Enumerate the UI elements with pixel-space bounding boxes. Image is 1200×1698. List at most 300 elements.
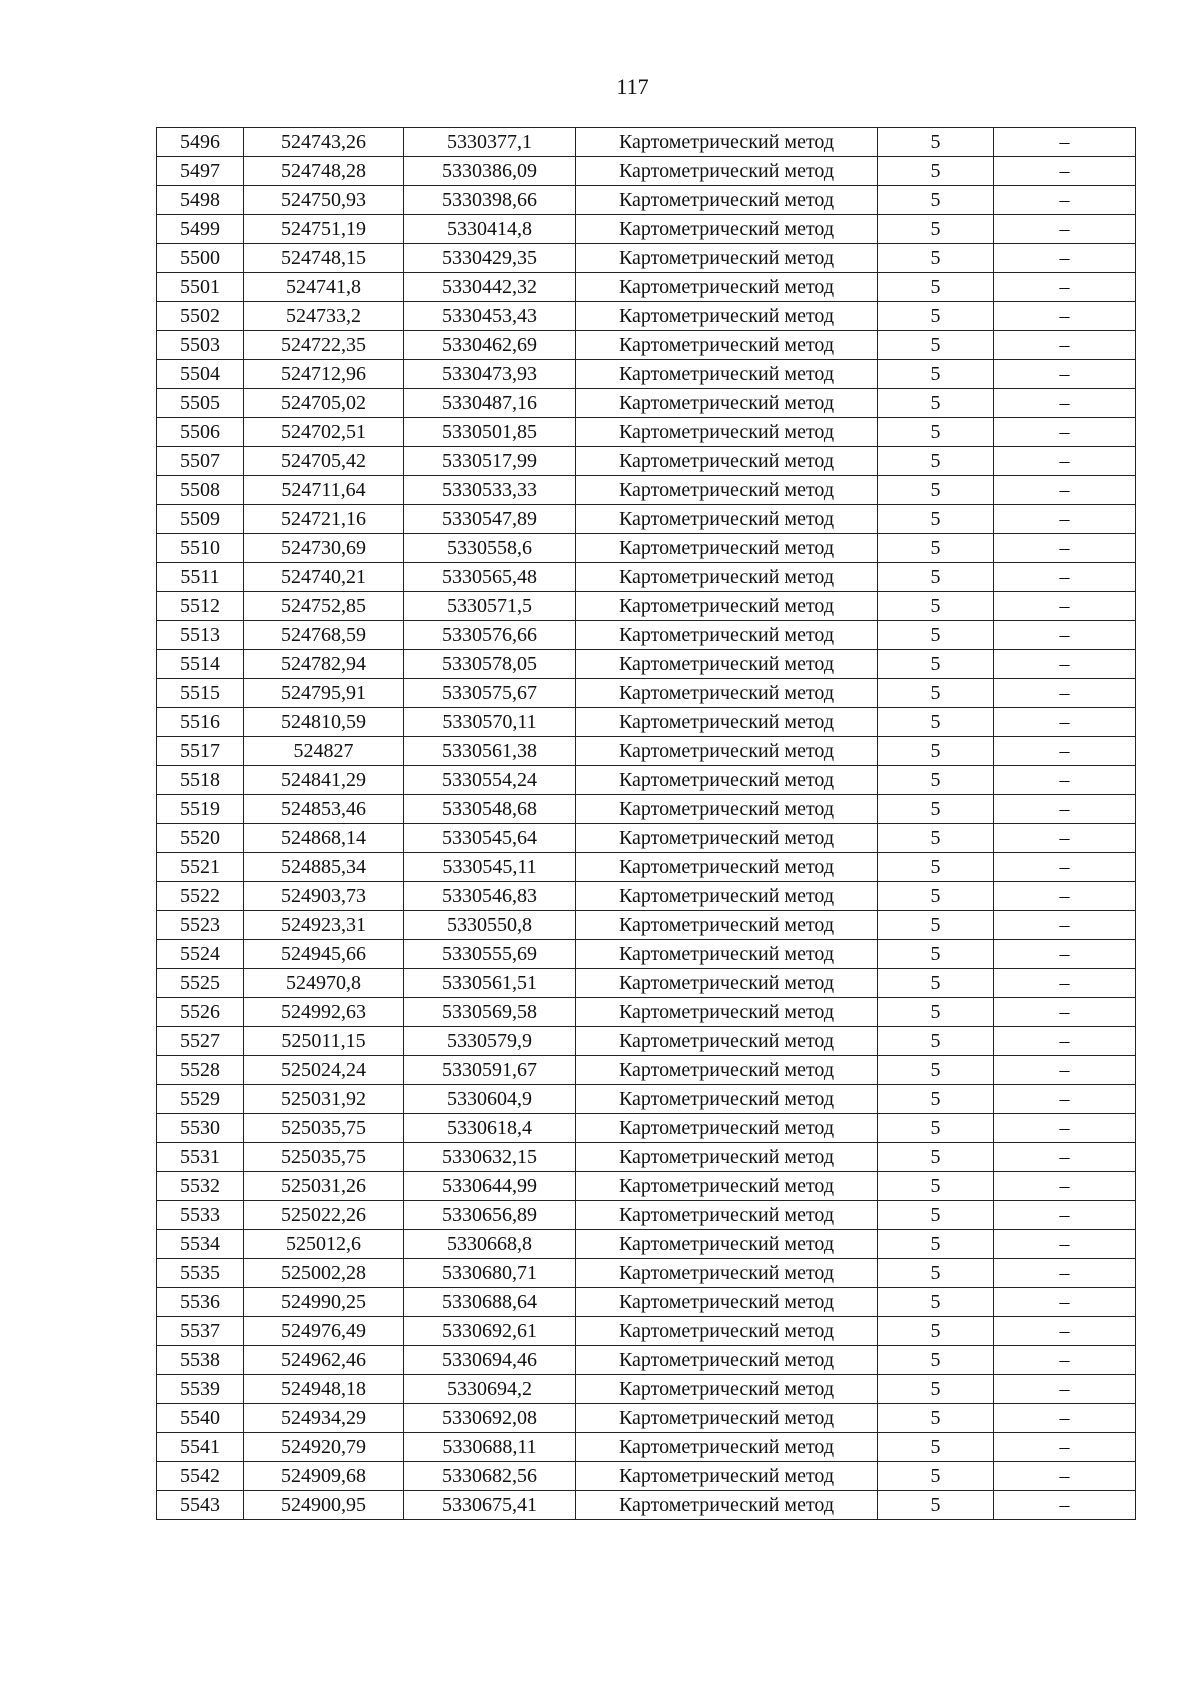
method-cell: Картометрический метод [576, 1259, 878, 1288]
table-row [157, 563, 1136, 592]
method-cell: Картометрический метод [576, 534, 878, 563]
table-row [157, 940, 1136, 969]
x-coordinate-cell: 524909,68 [244, 1462, 404, 1491]
y-coordinate-cell: 5330569,58 [404, 998, 576, 1027]
point-number-cell: 5531 [157, 1143, 244, 1172]
point-number-cell: 5500 [157, 244, 244, 273]
table-row [157, 360, 1136, 389]
point-number-cell: 5506 [157, 418, 244, 447]
method-cell: Картометрический метод [576, 1346, 878, 1375]
note-cell: – [994, 650, 1136, 679]
x-coordinate-cell: 525022,26 [244, 1201, 404, 1230]
point-number-cell: 5502 [157, 302, 244, 331]
note-cell: – [994, 360, 1136, 389]
note-cell: – [994, 1085, 1136, 1114]
table-row [157, 708, 1136, 737]
accuracy-cell: 5 [878, 621, 994, 650]
table-row [157, 418, 1136, 447]
x-coordinate-cell: 524733,2 [244, 302, 404, 331]
y-coordinate-cell: 5330618,4 [404, 1114, 576, 1143]
note-cell: – [994, 273, 1136, 302]
table-row [157, 795, 1136, 824]
x-coordinate-cell: 524853,46 [244, 795, 404, 824]
y-coordinate-cell: 5330694,2 [404, 1375, 576, 1404]
point-number-cell: 5497 [157, 157, 244, 186]
x-coordinate-cell: 524743,26 [244, 128, 404, 157]
y-coordinate-cell: 5330429,35 [404, 244, 576, 273]
table-row [157, 215, 1136, 244]
point-number-cell: 5510 [157, 534, 244, 563]
method-cell: Картометрический метод [576, 795, 878, 824]
accuracy-cell: 5 [878, 1317, 994, 1346]
point-number-cell: 5504 [157, 360, 244, 389]
table-row [157, 186, 1136, 215]
y-coordinate-cell: 5330571,5 [404, 592, 576, 621]
point-number-cell: 5514 [157, 650, 244, 679]
point-number-cell: 5532 [157, 1172, 244, 1201]
point-number-cell: 5517 [157, 737, 244, 766]
point-number-cell: 5527 [157, 1027, 244, 1056]
method-cell: Картометрический метод [576, 331, 878, 360]
method-cell: Картометрический метод [576, 215, 878, 244]
note-cell: – [994, 824, 1136, 853]
note-cell: – [994, 737, 1136, 766]
accuracy-cell: 5 [878, 505, 994, 534]
y-coordinate-cell: 5330692,61 [404, 1317, 576, 1346]
x-coordinate-cell: 524705,02 [244, 389, 404, 418]
y-coordinate-cell: 5330656,89 [404, 1201, 576, 1230]
point-number-cell: 5508 [157, 476, 244, 505]
method-cell: Картометрический метод [576, 969, 878, 998]
x-coordinate-cell: 524900,95 [244, 1491, 404, 1520]
y-coordinate-cell: 5330682,56 [404, 1462, 576, 1491]
method-cell: Картометрический метод [576, 128, 878, 157]
y-coordinate-cell: 5330377,1 [404, 128, 576, 157]
x-coordinate-cell: 524945,66 [244, 940, 404, 969]
y-coordinate-cell: 5330688,11 [404, 1433, 576, 1462]
accuracy-cell: 5 [878, 940, 994, 969]
table-row [157, 1114, 1136, 1143]
y-coordinate-cell: 5330555,69 [404, 940, 576, 969]
y-coordinate-cell: 5330570,11 [404, 708, 576, 737]
point-number-cell: 5534 [157, 1230, 244, 1259]
accuracy-cell: 5 [878, 795, 994, 824]
x-coordinate-cell: 524992,63 [244, 998, 404, 1027]
note-cell: – [994, 331, 1136, 360]
table-row [157, 128, 1136, 157]
point-number-cell: 5525 [157, 969, 244, 998]
point-number-cell: 5529 [157, 1085, 244, 1114]
point-number-cell: 5542 [157, 1462, 244, 1491]
method-cell: Картометрический метод [576, 476, 878, 505]
y-coordinate-cell: 5330561,38 [404, 737, 576, 766]
table-row [157, 1027, 1136, 1056]
accuracy-cell: 5 [878, 273, 994, 302]
y-coordinate-cell: 5330578,05 [404, 650, 576, 679]
y-coordinate-cell: 5330692,08 [404, 1404, 576, 1433]
x-coordinate-cell: 525031,26 [244, 1172, 404, 1201]
y-coordinate-cell: 5330453,43 [404, 302, 576, 331]
y-coordinate-cell: 5330694,46 [404, 1346, 576, 1375]
y-coordinate-cell: 5330561,51 [404, 969, 576, 998]
x-coordinate-cell: 524702,51 [244, 418, 404, 447]
method-cell: Картометрический метод [576, 1230, 878, 1259]
point-number-cell: 5540 [157, 1404, 244, 1433]
method-cell: Картометрический метод [576, 157, 878, 186]
y-coordinate-cell: 5330546,83 [404, 882, 576, 911]
x-coordinate-cell: 524740,21 [244, 563, 404, 592]
method-cell: Картометрический метод [576, 273, 878, 302]
method-cell: Картометрический метод [576, 940, 878, 969]
table-row [157, 1143, 1136, 1172]
table-row [157, 882, 1136, 911]
note-cell: – [994, 679, 1136, 708]
accuracy-cell: 5 [878, 1491, 994, 1520]
method-cell: Картометрический метод [576, 302, 878, 331]
table-row [157, 1433, 1136, 1462]
x-coordinate-cell: 524827 [244, 737, 404, 766]
point-number-cell: 5541 [157, 1433, 244, 1462]
y-coordinate-cell: 5330501,85 [404, 418, 576, 447]
method-cell: Картометрический метод [576, 447, 878, 476]
y-coordinate-cell: 5330545,11 [404, 853, 576, 882]
y-coordinate-cell: 5330675,41 [404, 1491, 576, 1520]
x-coordinate-cell: 524751,19 [244, 215, 404, 244]
method-cell: Картометрический метод [576, 1172, 878, 1201]
note-cell: – [994, 969, 1136, 998]
accuracy-cell: 5 [878, 128, 994, 157]
note-cell: – [994, 940, 1136, 969]
method-cell: Картометрический метод [576, 418, 878, 447]
point-number-cell: 5526 [157, 998, 244, 1027]
x-coordinate-cell: 524750,93 [244, 186, 404, 215]
accuracy-cell: 5 [878, 360, 994, 389]
note-cell: – [994, 1201, 1136, 1230]
table-row [157, 737, 1136, 766]
method-cell: Картометрический метод [576, 766, 878, 795]
note-cell: – [994, 882, 1136, 911]
note-cell: – [994, 1114, 1136, 1143]
point-number-cell: 5496 [157, 128, 244, 157]
point-number-cell: 5538 [157, 1346, 244, 1375]
note-cell: – [994, 592, 1136, 621]
x-coordinate-cell: 524768,59 [244, 621, 404, 650]
method-cell: Картометрический метод [576, 186, 878, 215]
note-cell: – [994, 1288, 1136, 1317]
y-coordinate-cell: 5330565,48 [404, 563, 576, 592]
y-coordinate-cell: 5330533,33 [404, 476, 576, 505]
note-cell: – [994, 766, 1136, 795]
x-coordinate-cell: 524934,29 [244, 1404, 404, 1433]
x-coordinate-cell: 525031,92 [244, 1085, 404, 1114]
note-cell: – [994, 1259, 1136, 1288]
note-cell: – [994, 505, 1136, 534]
point-number-cell: 5537 [157, 1317, 244, 1346]
method-cell: Картометрический метод [576, 824, 878, 853]
accuracy-cell: 5 [878, 1027, 994, 1056]
table-row [157, 505, 1136, 534]
accuracy-cell: 5 [878, 1172, 994, 1201]
page-number: 117 [616, 74, 649, 99]
accuracy-cell: 5 [878, 853, 994, 882]
x-coordinate-cell: 525002,28 [244, 1259, 404, 1288]
note-cell: – [994, 563, 1136, 592]
point-number-cell: 5522 [157, 882, 244, 911]
point-number-cell: 5530 [157, 1114, 244, 1143]
method-cell: Картометрический метод [576, 505, 878, 534]
x-coordinate-cell: 525012,6 [244, 1230, 404, 1259]
table-row [157, 998, 1136, 1027]
accuracy-cell: 5 [878, 476, 994, 505]
accuracy-cell: 5 [878, 1143, 994, 1172]
point-number-cell: 5516 [157, 708, 244, 737]
y-coordinate-cell: 5330644,99 [404, 1172, 576, 1201]
x-coordinate-cell: 524748,28 [244, 157, 404, 186]
table-row [157, 273, 1136, 302]
point-number-cell: 5535 [157, 1259, 244, 1288]
accuracy-cell: 5 [878, 1085, 994, 1114]
x-coordinate-cell: 524748,15 [244, 244, 404, 273]
accuracy-cell: 5 [878, 447, 994, 476]
accuracy-cell: 5 [878, 1404, 994, 1433]
accuracy-cell: 5 [878, 824, 994, 853]
table-row [157, 766, 1136, 795]
accuracy-cell: 5 [878, 1375, 994, 1404]
y-coordinate-cell: 5330487,16 [404, 389, 576, 418]
table-row [157, 1404, 1136, 1433]
method-cell: Картометрический метод [576, 1433, 878, 1462]
y-coordinate-cell: 5330554,24 [404, 766, 576, 795]
accuracy-cell: 5 [878, 1114, 994, 1143]
note-cell: – [994, 1404, 1136, 1433]
x-coordinate-cell: 524705,42 [244, 447, 404, 476]
method-cell: Картометрический метод [576, 1027, 878, 1056]
x-coordinate-cell: 525011,15 [244, 1027, 404, 1056]
y-coordinate-cell: 5330575,67 [404, 679, 576, 708]
note-cell: – [994, 128, 1136, 157]
accuracy-cell: 5 [878, 1056, 994, 1085]
x-coordinate-cell: 525035,75 [244, 1114, 404, 1143]
note-cell: – [994, 1027, 1136, 1056]
point-number-cell: 5499 [157, 215, 244, 244]
y-coordinate-cell: 5330668,8 [404, 1230, 576, 1259]
note-cell: – [994, 1230, 1136, 1259]
x-coordinate-cell: 524903,73 [244, 882, 404, 911]
accuracy-cell: 5 [878, 157, 994, 186]
note-cell: – [994, 1143, 1136, 1172]
point-number-cell: 5543 [157, 1491, 244, 1520]
y-coordinate-cell: 5330576,66 [404, 621, 576, 650]
x-coordinate-cell: 524976,49 [244, 1317, 404, 1346]
table-row [157, 969, 1136, 998]
y-coordinate-cell: 5330680,71 [404, 1259, 576, 1288]
accuracy-cell: 5 [878, 911, 994, 940]
table-row [157, 853, 1136, 882]
note-cell: – [994, 1317, 1136, 1346]
table-row [157, 1085, 1136, 1114]
method-cell: Картометрический метод [576, 360, 878, 389]
note-cell: – [994, 302, 1136, 331]
table-row [157, 1201, 1136, 1230]
note-cell: – [994, 215, 1136, 244]
note-cell: – [994, 1172, 1136, 1201]
y-coordinate-cell: 5330545,64 [404, 824, 576, 853]
point-number-cell: 5539 [157, 1375, 244, 1404]
x-coordinate-cell: 524721,16 [244, 505, 404, 534]
y-coordinate-cell: 5330414,8 [404, 215, 576, 244]
method-cell: Картометрический метод [576, 708, 878, 737]
point-number-cell: 5533 [157, 1201, 244, 1230]
y-coordinate-cell: 5330688,64 [404, 1288, 576, 1317]
method-cell: Картометрический метод [576, 244, 878, 273]
method-cell: Картометрический метод [576, 1143, 878, 1172]
note-cell: – [994, 621, 1136, 650]
table-row [157, 679, 1136, 708]
point-number-cell: 5519 [157, 795, 244, 824]
x-coordinate-cell: 524868,14 [244, 824, 404, 853]
x-coordinate-cell: 524948,18 [244, 1375, 404, 1404]
x-coordinate-cell: 524752,85 [244, 592, 404, 621]
x-coordinate-cell: 524712,96 [244, 360, 404, 389]
method-cell: Картометрический метод [576, 1462, 878, 1491]
table-row [157, 1056, 1136, 1085]
method-cell: Картометрический метод [576, 1375, 878, 1404]
method-cell: Картометрический метод [576, 1085, 878, 1114]
method-cell: Картометрический метод [576, 911, 878, 940]
y-coordinate-cell: 5330591,67 [404, 1056, 576, 1085]
point-number-cell: 5512 [157, 592, 244, 621]
accuracy-cell: 5 [878, 1230, 994, 1259]
accuracy-cell: 5 [878, 592, 994, 621]
note-cell: – [994, 389, 1136, 418]
method-cell: Картометрический метод [576, 1201, 878, 1230]
y-coordinate-cell: 5330558,6 [404, 534, 576, 563]
y-coordinate-cell: 5330579,9 [404, 1027, 576, 1056]
table-row [157, 1317, 1136, 1346]
y-coordinate-cell: 5330517,99 [404, 447, 576, 476]
accuracy-cell: 5 [878, 1259, 994, 1288]
note-cell: – [994, 476, 1136, 505]
table-row [157, 1259, 1136, 1288]
point-number-cell: 5521 [157, 853, 244, 882]
accuracy-cell: 5 [878, 650, 994, 679]
note-cell: – [994, 186, 1136, 215]
x-coordinate-cell: 524730,69 [244, 534, 404, 563]
x-coordinate-cell: 524741,8 [244, 273, 404, 302]
y-coordinate-cell: 5330604,9 [404, 1085, 576, 1114]
point-number-cell: 5523 [157, 911, 244, 940]
point-number-cell: 5518 [157, 766, 244, 795]
table-row [157, 331, 1136, 360]
method-cell: Картометрический метод [576, 882, 878, 911]
x-coordinate-cell: 524920,79 [244, 1433, 404, 1462]
point-number-cell: 5509 [157, 505, 244, 534]
note-cell: – [994, 1433, 1136, 1462]
table-row [157, 157, 1136, 186]
x-coordinate-cell: 524841,29 [244, 766, 404, 795]
table-row [157, 1230, 1136, 1259]
accuracy-cell: 5 [878, 244, 994, 273]
point-number-cell: 5505 [157, 389, 244, 418]
point-number-cell: 5513 [157, 621, 244, 650]
x-coordinate-cell: 524970,8 [244, 969, 404, 998]
note-cell: – [994, 998, 1136, 1027]
note-cell: – [994, 534, 1136, 563]
accuracy-cell: 5 [878, 766, 994, 795]
method-cell: Картометрический метод [576, 1317, 878, 1346]
method-cell: Картометрический метод [576, 1491, 878, 1520]
x-coordinate-cell: 524782,94 [244, 650, 404, 679]
x-coordinate-cell: 524795,91 [244, 679, 404, 708]
x-coordinate-cell: 524885,34 [244, 853, 404, 882]
x-coordinate-cell: 525035,75 [244, 1143, 404, 1172]
note-cell: – [994, 1491, 1136, 1520]
x-coordinate-cell: 524923,31 [244, 911, 404, 940]
point-number-cell: 5536 [157, 1288, 244, 1317]
y-coordinate-cell: 5330547,89 [404, 505, 576, 534]
y-coordinate-cell: 5330398,66 [404, 186, 576, 215]
accuracy-cell: 5 [878, 1462, 994, 1491]
accuracy-cell: 5 [878, 563, 994, 592]
note-cell: – [994, 418, 1136, 447]
table-row [157, 447, 1136, 476]
accuracy-cell: 5 [878, 418, 994, 447]
point-number-cell: 5515 [157, 679, 244, 708]
y-coordinate-cell: 5330632,15 [404, 1143, 576, 1172]
accuracy-cell: 5 [878, 186, 994, 215]
method-cell: Картометрический метод [576, 389, 878, 418]
method-cell: Картометрический метод [576, 998, 878, 1027]
accuracy-cell: 5 [878, 737, 994, 766]
accuracy-cell: 5 [878, 302, 994, 331]
accuracy-cell: 5 [878, 331, 994, 360]
x-coordinate-cell: 524990,25 [244, 1288, 404, 1317]
method-cell: Картометрический метод [576, 621, 878, 650]
x-coordinate-cell: 524711,64 [244, 476, 404, 505]
table-row [157, 1491, 1136, 1520]
point-number-cell: 5511 [157, 563, 244, 592]
note-cell: – [994, 708, 1136, 737]
point-number-cell: 5528 [157, 1056, 244, 1085]
table-row [157, 534, 1136, 563]
table-row [157, 389, 1136, 418]
y-coordinate-cell: 5330442,32 [404, 273, 576, 302]
accuracy-cell: 5 [878, 679, 994, 708]
method-cell: Картометрический метод [576, 592, 878, 621]
accuracy-cell: 5 [878, 882, 994, 911]
method-cell: Картометрический метод [576, 1404, 878, 1433]
table-row [157, 621, 1136, 650]
method-cell: Картометрический метод [576, 650, 878, 679]
note-cell: – [994, 447, 1136, 476]
note-cell: – [994, 911, 1136, 940]
point-number-cell: 5524 [157, 940, 244, 969]
method-cell: Картометрический метод [576, 853, 878, 882]
accuracy-cell: 5 [878, 215, 994, 244]
note-cell: – [994, 157, 1136, 186]
point-number-cell: 5520 [157, 824, 244, 853]
accuracy-cell: 5 [878, 389, 994, 418]
method-cell: Картометрический метод [576, 679, 878, 708]
y-coordinate-cell: 5330548,68 [404, 795, 576, 824]
x-coordinate-cell: 524722,35 [244, 331, 404, 360]
accuracy-cell: 5 [878, 534, 994, 563]
note-cell: – [994, 1346, 1136, 1375]
table-row [157, 650, 1136, 679]
table-row [157, 1288, 1136, 1317]
point-number-cell: 5503 [157, 331, 244, 360]
table-row [157, 1172, 1136, 1201]
